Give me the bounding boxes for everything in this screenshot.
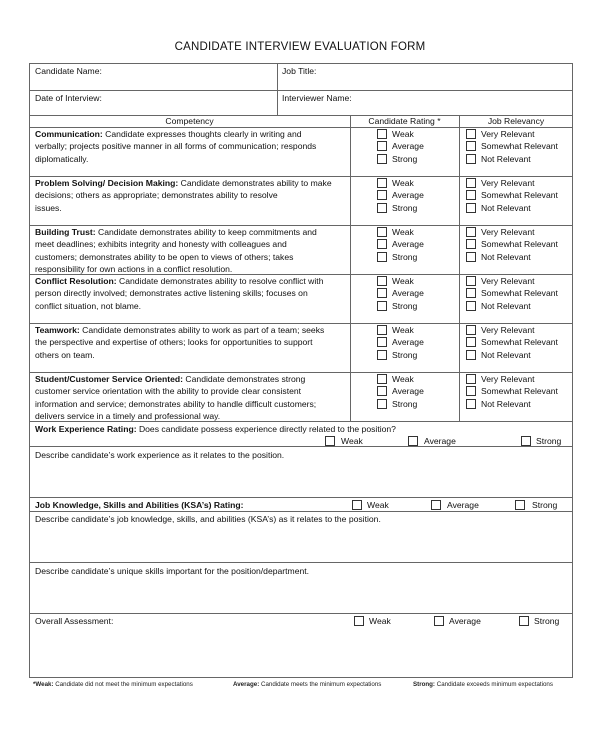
rating-option-label: Weak xyxy=(392,325,414,335)
footnote-strong-key: Strong: xyxy=(413,681,435,688)
ksa-rating-title: Job Knowledge, Skills and Abilities (KSA’s) Rating: xyxy=(35,500,244,510)
competency-title: Problem Solving/ Decision Making: xyxy=(35,178,179,188)
relevancy-option-label: Not Relevant xyxy=(481,300,531,311)
rating-checkbox-average[interactable] xyxy=(377,337,387,347)
overall-weak-label: Weak xyxy=(369,616,391,626)
competency-description-building-trust xyxy=(35,226,347,275)
rating-option-label: Average xyxy=(392,337,424,348)
rating-option-label: Weak xyxy=(392,276,414,286)
rating-checkbox-average[interactable] xyxy=(377,239,387,249)
relevancy-option-label: Not Relevant xyxy=(481,202,531,213)
relevancy-checkbox-very-relevant[interactable] xyxy=(466,276,476,286)
competency-description-communication xyxy=(35,128,347,165)
rating-option-label: Average xyxy=(392,288,424,299)
row-divider xyxy=(29,446,573,447)
relevancy-checkbox-not-relevant[interactable] xyxy=(466,301,476,311)
rating-checkbox-weak[interactable] xyxy=(377,325,387,335)
relevancy-checkbox-somewhat-relevant[interactable] xyxy=(466,239,476,249)
rating-column-header: Candidate Rating * xyxy=(368,116,441,126)
rating-option-label: Average xyxy=(392,141,424,152)
footnote-strong-text: Candidate exceeds minimum expectations xyxy=(435,681,553,688)
ksa-weak-label: Weak xyxy=(367,500,389,510)
row-divider xyxy=(29,497,573,498)
relevancy-checkbox-somewhat-relevant[interactable] xyxy=(466,386,476,396)
column-divider xyxy=(277,63,278,115)
work-experience-question-text: Does candidate possess experience directly related to the position? xyxy=(136,424,396,434)
rating-checkbox-average[interactable] xyxy=(377,386,387,396)
rating-checkbox-strong[interactable] xyxy=(377,350,387,360)
rating-checkbox-strong[interactable] xyxy=(377,399,387,409)
rating-option-label: Strong xyxy=(392,153,418,164)
footnote-average-text: Candidate meets the minimum expectations xyxy=(259,681,382,688)
competency-text-line: issues. xyxy=(35,202,62,213)
rating-checkbox-weak[interactable] xyxy=(377,374,387,384)
form-title: CANDIDATE INTERVIEW EVALUATION FORM xyxy=(174,41,426,53)
footnote-strong xyxy=(413,681,553,688)
rating-checkbox-weak[interactable] xyxy=(377,178,387,188)
rating-option-label: Weak xyxy=(392,129,414,139)
relevancy-option-label: Not Relevant xyxy=(481,251,531,262)
relevancy-option-label: Very Relevant xyxy=(481,178,535,188)
candidate-name-label: Candidate Name: xyxy=(35,66,102,76)
relevancy-checkbox-not-relevant[interactable] xyxy=(466,350,476,360)
relevancy-option-label: Very Relevant xyxy=(481,129,535,139)
overall-strong-checkbox[interactable] xyxy=(519,616,529,626)
competency-title: Conflict Resolution: xyxy=(35,276,117,286)
work-experience-title: Work Experience Rating: xyxy=(35,424,137,434)
relevancy-column-header: Job Relevancy xyxy=(487,116,545,126)
relevancy-option-label: Very Relevant xyxy=(481,374,535,384)
job-title-label: Job Title: xyxy=(282,66,317,76)
rating-checkbox-strong[interactable] xyxy=(377,252,387,262)
relevancy-option-label: Very Relevant xyxy=(481,325,535,335)
ksa-strong-checkbox[interactable] xyxy=(515,500,525,510)
competency-title: Building Trust: xyxy=(35,227,96,237)
competency-text-line: customers; demonstrates ability to be open to views of others; takes xyxy=(35,251,294,262)
relevancy-option-label: Very Relevant xyxy=(481,227,535,237)
competency-text-line: diplomatically. xyxy=(35,153,89,164)
competency-description-conflict-resolution xyxy=(35,275,347,312)
competency-text-line: Candidate demonstrates ability to make xyxy=(178,178,332,188)
rating-checkbox-average[interactable] xyxy=(377,141,387,151)
competency-column-header: Competency xyxy=(165,116,214,126)
relevancy-option-label: Not Relevant xyxy=(481,349,531,360)
overall-average-label: Average xyxy=(449,616,481,626)
competency-text-line: decisions; others as appropriate; demonstrates ability to resolve xyxy=(35,190,278,201)
ksa-strong-label: Strong xyxy=(532,500,558,510)
competency-text-line: Candidate demonstrates ability to resolve conflict with xyxy=(116,276,324,286)
footnote-average xyxy=(233,681,381,688)
rating-checkbox-weak[interactable] xyxy=(377,227,387,237)
rating-checkbox-weak[interactable] xyxy=(377,129,387,139)
competency-text-line: person directly involved; demonstrates active listening skills; focuses on xyxy=(35,288,308,299)
rating-checkbox-weak[interactable] xyxy=(377,276,387,286)
competency-title: Teamwork: xyxy=(35,325,80,335)
work-experience-weak-checkbox[interactable] xyxy=(325,436,335,446)
relevancy-checkbox-not-relevant[interactable] xyxy=(466,203,476,213)
competency-text-line: others on team. xyxy=(35,349,95,360)
competency-text-line: responsibility for own actions in a conflict resolution. xyxy=(35,263,233,274)
competency-title: Communication: xyxy=(35,129,103,139)
competency-text-line: conflict situation, not blame. xyxy=(35,300,142,311)
footnote-weak xyxy=(33,681,193,688)
work-experience-describe-label: Describe candidate’s work experience as it relates to the position. xyxy=(35,450,285,460)
footnote-average-key: Average: xyxy=(233,681,260,688)
overall-average-checkbox[interactable] xyxy=(434,616,444,626)
rating-option-label: Weak xyxy=(392,374,414,384)
relevancy-option-label: Not Relevant xyxy=(481,153,531,164)
rating-option-label: Average xyxy=(392,239,424,250)
competency-text-line: meet deadlines; exhibits integrity and honesty with colleagues and xyxy=(35,239,287,250)
relevancy-checkbox-very-relevant[interactable] xyxy=(466,227,476,237)
relevancy-checkbox-somewhat-relevant[interactable] xyxy=(466,288,476,298)
work-experience-strong-label: Strong xyxy=(536,436,562,446)
rating-checkbox-strong[interactable] xyxy=(377,154,387,164)
relevancy-checkbox-very-relevant[interactable] xyxy=(466,129,476,139)
relevancy-checkbox-very-relevant[interactable] xyxy=(466,178,476,188)
unique-skills-describe-label: Describe candidate’s unique skills important for the position/department. xyxy=(35,566,310,576)
work-experience-average-checkbox[interactable] xyxy=(408,436,418,446)
footnote-weak-key: *Weak: xyxy=(33,681,54,688)
competency-title: Student/Customer Service Oriented: xyxy=(35,374,184,384)
ksa-average-label: Average xyxy=(447,500,479,510)
relevancy-checkbox-somewhat-relevant[interactable] xyxy=(466,141,476,151)
rating-option-label: Average xyxy=(392,386,424,397)
rating-checkbox-strong[interactable] xyxy=(377,301,387,311)
overall-strong-label: Strong xyxy=(534,616,560,626)
ksa-average-checkbox[interactable] xyxy=(431,500,441,510)
relevancy-checkbox-somewhat-relevant[interactable] xyxy=(466,337,476,347)
work-experience-weak-label: Weak xyxy=(341,436,363,446)
competency-text-line: customer service orientation with the ability to provide clear consistent xyxy=(35,386,302,397)
relevancy-option-label: Somewhat Relevant xyxy=(481,288,558,299)
overall-weak-checkbox[interactable] xyxy=(354,616,364,626)
competency-description-problem-solving-decision-making xyxy=(35,177,347,214)
relevancy-option-label: Somewhat Relevant xyxy=(481,386,558,397)
relevancy-option-label: Somewhat Relevant xyxy=(481,190,558,201)
column-divider xyxy=(350,115,351,421)
relevancy-option-label: Very Relevant xyxy=(481,276,535,286)
competency-text-line: information and service; demonstrates ability to handle difficult customers; xyxy=(35,398,317,409)
competency-description-student-customer-service-oriented xyxy=(35,373,347,422)
relevancy-option-label: Somewhat Relevant xyxy=(481,337,558,348)
work-experience-strong-checkbox[interactable] xyxy=(521,436,531,446)
relevancy-checkbox-very-relevant[interactable] xyxy=(466,374,476,384)
competency-text-line: delivers service in a timely and professional way. xyxy=(35,410,221,421)
rating-option-label: Strong xyxy=(392,202,418,213)
relevancy-option-label: Somewhat Relevant xyxy=(481,239,558,250)
relevancy-checkbox-very-relevant[interactable] xyxy=(466,325,476,335)
column-divider xyxy=(459,115,460,421)
date-of-interview-label: Date of Interview: xyxy=(35,93,102,103)
rating-option-label: Average xyxy=(392,190,424,201)
ksa-weak-checkbox[interactable] xyxy=(352,500,362,510)
competency-description-teamwork xyxy=(35,324,347,361)
competency-text-line: verbally; projects positive manner in all forms of communication; responds xyxy=(35,141,317,152)
footnote-weak-text: Candidate did not meet the minimum expectations xyxy=(53,681,193,688)
competency-text-line: Candidate demonstrates strong xyxy=(183,374,306,384)
rating-option-label: Strong xyxy=(392,349,418,360)
work-experience-question xyxy=(35,423,396,435)
relevancy-checkbox-not-relevant[interactable] xyxy=(466,252,476,262)
rating-checkbox-average[interactable] xyxy=(377,288,387,298)
relevancy-checkbox-somewhat-relevant[interactable] xyxy=(466,190,476,200)
rating-option-label: Strong xyxy=(392,398,418,409)
overall-assessment-label: Overall Assessment: xyxy=(35,616,114,626)
competency-text-line: Candidate demonstrates ability to keep commitments and xyxy=(95,227,317,237)
rating-checkbox-average[interactable] xyxy=(377,190,387,200)
relevancy-checkbox-not-relevant[interactable] xyxy=(466,399,476,409)
relevancy-checkbox-not-relevant[interactable] xyxy=(466,154,476,164)
rating-checkbox-strong[interactable] xyxy=(377,203,387,213)
rating-option-label: Weak xyxy=(392,227,414,237)
rating-option-label: Strong xyxy=(392,300,418,311)
row-divider xyxy=(29,90,573,91)
row-divider xyxy=(29,613,573,614)
relevancy-option-label: Somewhat Relevant xyxy=(481,141,558,152)
work-experience-average-label: Average xyxy=(424,436,456,446)
competency-text-line: the perspective and expertise of others; looks for opportunities to support xyxy=(35,337,313,348)
relevancy-option-label: Not Relevant xyxy=(481,398,531,409)
rating-option-label: Weak xyxy=(392,178,414,188)
row-divider xyxy=(29,562,573,563)
ksa-describe-label: Describe candidate’s job knowledge, skills, and abilities (KSA’s) as it relates to the position. xyxy=(35,514,381,524)
interviewer-name-label: Interviewer Name: xyxy=(282,93,352,103)
rating-option-label: Strong xyxy=(392,251,418,262)
competency-text-line: Candidate demonstrates ability to work as part of a team; seeks xyxy=(79,325,325,335)
competency-text-line: Candidate expresses thoughts clearly in writing and xyxy=(102,129,302,139)
